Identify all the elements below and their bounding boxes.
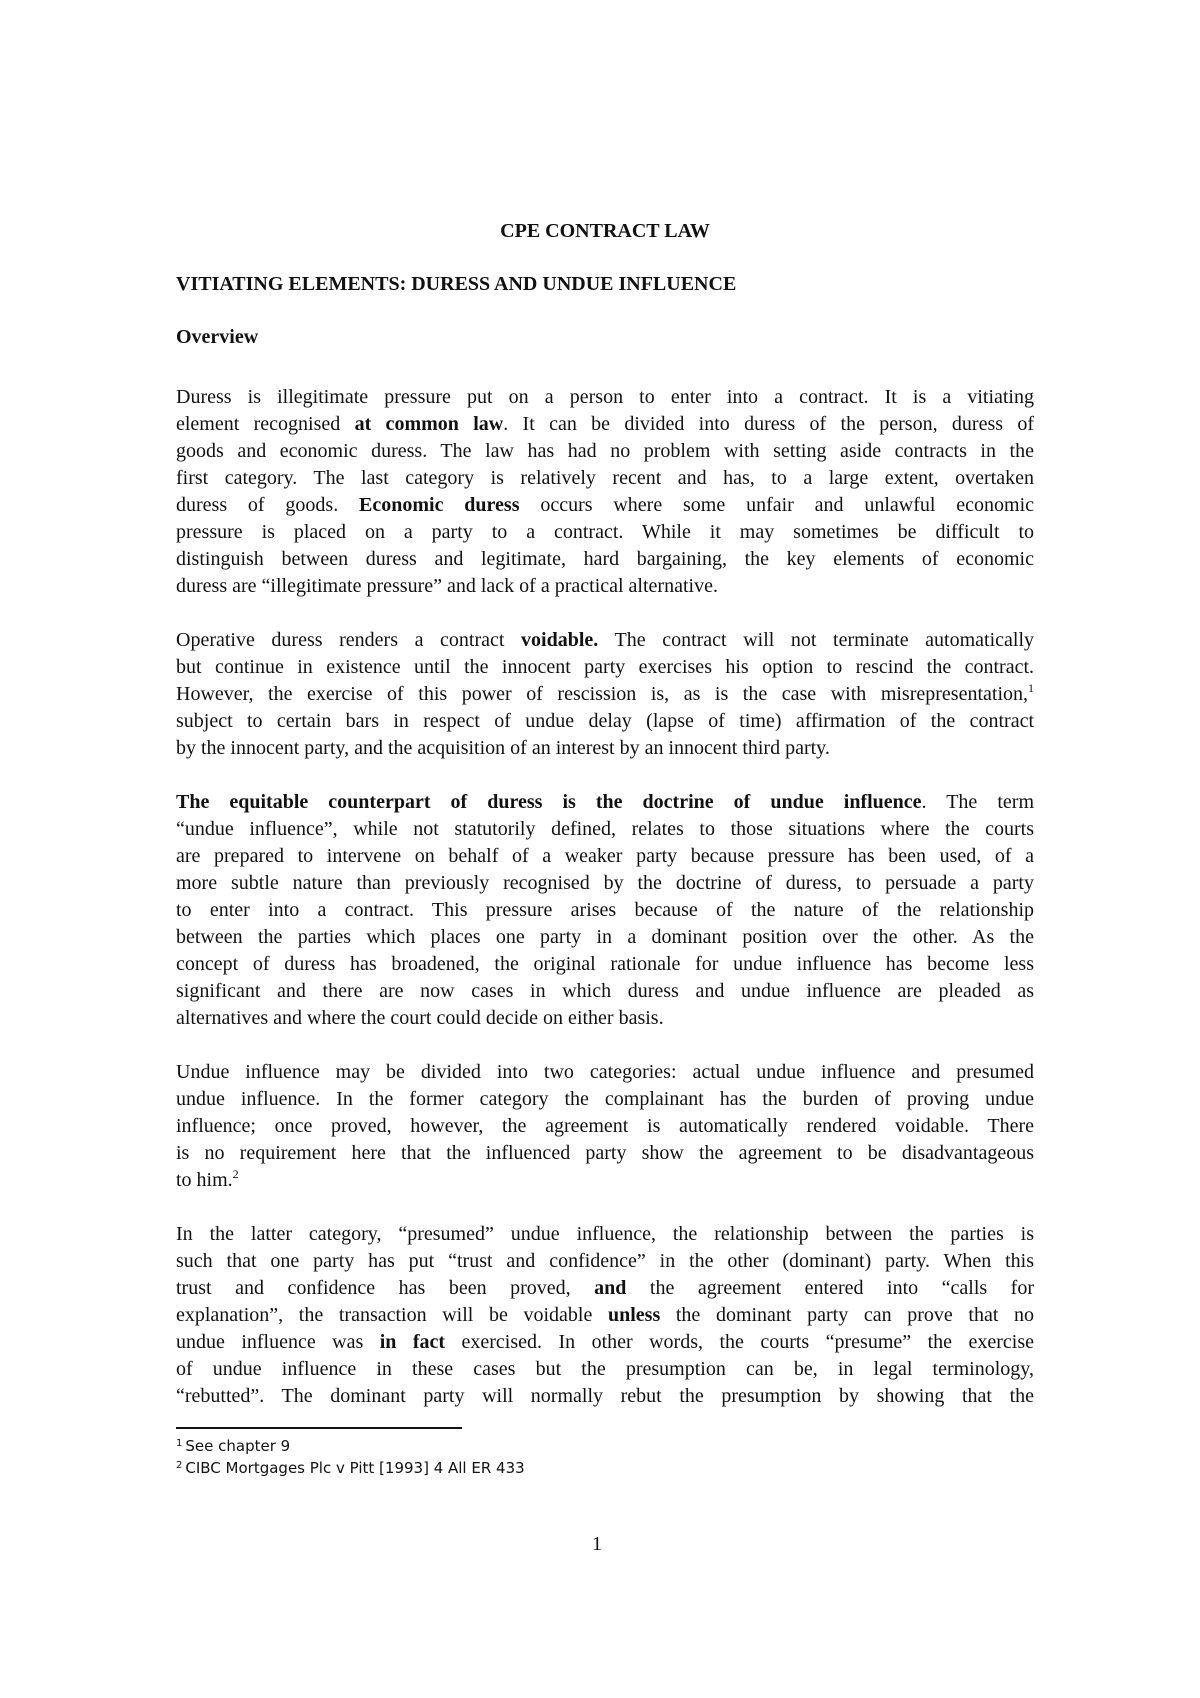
text-run: significant and there are now cases in which duress and undue influence are pleaded as <box>176 980 1034 1002</box>
text-line <box>176 789 1034 816</box>
text-run: exercised. In other words, the courts “presume” the exercise <box>445 1331 1034 1353</box>
text-line <box>176 465 1034 492</box>
text-line <box>176 816 1034 843</box>
text-line <box>176 1086 1034 1113</box>
text-run: the dominant party can prove that no <box>660 1304 1035 1326</box>
text-run: However, the exercise of this power of rescission is, as is the case with misrepresentation, <box>176 683 1028 705</box>
text-run: pressure is placed on a party to a contract. While it may sometimes be difficult to <box>176 521 1034 543</box>
text-run: trust and confidence has been proved, <box>176 1277 595 1299</box>
text-line <box>176 654 1034 681</box>
section-heading: VITIATING ELEMENTS: DURESS AND UNDUE INFLUENCE <box>176 273 737 295</box>
bold-text: in fact <box>379 1331 446 1353</box>
text-run: duress of goods. <box>176 494 360 516</box>
text-run: of undue influence in these cases but the presumption can be, in legal terminology, <box>176 1358 1034 1380</box>
text-run: undue influence was <box>176 1331 380 1353</box>
text-line <box>176 951 1034 978</box>
text-run: element recognised <box>176 413 355 435</box>
text-line <box>176 1383 1034 1410</box>
paragraph <box>176 1221 1034 1410</box>
text-line <box>176 978 1034 1005</box>
text-run: . It can be divided into duress of the person, duress of <box>503 413 1035 435</box>
text-run: undue influence. In the former category the complainant has the burden of proving undue <box>176 1088 1034 1110</box>
text-run: is no requirement here that the influenced party show the agreement to be disadvantageous <box>176 1142 1034 1164</box>
text-line <box>176 1113 1034 1140</box>
text-run: by the innocent party, and the acquisition of an interest by an innocent third party. <box>176 737 830 759</box>
footnote-1 <box>176 1435 525 1457</box>
text-run: subject to certain bars in respect of undue delay (lapse of time) affirmation of the contract <box>176 710 1034 732</box>
bold-text: at common law <box>354 413 504 435</box>
text-run: duress are “illegitimate pressure” and lack of a practical alternative. <box>176 575 718 597</box>
text-line <box>176 870 1034 897</box>
text-line <box>176 843 1034 870</box>
bold-text: unless <box>608 1304 661 1326</box>
text-line <box>176 627 1034 654</box>
text-line <box>176 411 1034 438</box>
text-run: . The term <box>921 791 1034 813</box>
footnote-number: 1 <box>176 1438 183 1449</box>
text-line <box>176 492 1034 519</box>
text-line <box>176 1329 1034 1356</box>
paragraph <box>176 1059 1034 1194</box>
text-line <box>176 438 1034 465</box>
footnote-2 <box>176 1457 525 1479</box>
bold-text: Economic duress <box>359 494 520 516</box>
footnote-reference: 1 <box>1028 681 1034 695</box>
footnotes <box>176 1435 525 1479</box>
paragraph <box>176 384 1034 600</box>
document-page <box>176 218 1034 1437</box>
text-run: Operative duress renders a contract <box>176 629 522 651</box>
text-run: explanation”, the transaction will be voidable <box>176 1304 608 1326</box>
text-run: are prepared to intervene on behalf of a weaker party because pressure has been used, of a <box>176 845 1034 867</box>
page-number: 1 <box>592 1533 602 1555</box>
text-line <box>176 1005 1034 1032</box>
text-run: concept of duress has broadened, the original rationale for undue influence has become less <box>176 953 1034 975</box>
bold-text: voidable. <box>521 629 599 651</box>
text-line <box>176 708 1034 735</box>
bold-text: The equitable counterpart of duress is the doctrine of undue influence <box>176 791 922 813</box>
text-line <box>176 1356 1034 1383</box>
text-line <box>176 1275 1034 1302</box>
footnote-number: 2 <box>176 1460 183 1471</box>
text-line <box>176 519 1034 546</box>
subheading-overview: Overview <box>176 326 259 348</box>
text-line <box>176 384 1034 411</box>
text-run: The contract will not terminate automatically <box>598 629 1035 651</box>
text-line <box>176 735 1034 762</box>
text-run: Duress is illegitimate pressure put on a person to enter into a contract. It is a vitiating <box>176 386 1034 408</box>
text-run: occurs where some unfair and unlawful economic <box>519 494 1035 516</box>
text-line <box>176 681 1034 708</box>
document-title: CPE CONTRACT LAW <box>500 220 710 242</box>
text-run: influence; once proved, however, the agreement is automatically rendered voidable. There <box>176 1115 1034 1137</box>
text-line <box>176 924 1034 951</box>
text-line <box>176 573 1034 600</box>
text-run: “undue influence”, while not statutorily defined, relates to those situations where the courts <box>176 818 1034 840</box>
text-run: In the latter category, “presumed” undue influence, the relationship between the parties is <box>176 1223 1034 1245</box>
text-run: “rebutted”. The dominant party will normally rebut the presumption by showing that the <box>176 1385 1034 1407</box>
text-line <box>176 1167 1034 1194</box>
text-line <box>176 897 1034 924</box>
bold-text: and <box>594 1277 627 1299</box>
text-run: such that one party has put “trust and confidence” in the other (dominant) party. When this <box>176 1250 1034 1272</box>
text-line <box>176 1248 1034 1275</box>
text-line <box>176 1221 1034 1248</box>
text-run: but continue in existence until the innocent party exercises his option to rescind the contract. <box>176 656 1034 678</box>
text-run: distinguish between duress and legitimate, hard bargaining, the key elements of economic <box>176 548 1034 570</box>
paragraph <box>176 789 1034 1032</box>
text-run: first category. The last category is relatively recent and has, to a large extent, overtaken <box>176 467 1034 489</box>
footnote-separator <box>176 1427 462 1429</box>
paragraph <box>176 627 1034 762</box>
footnote-reference: 2 <box>232 1167 239 1181</box>
text-line <box>176 546 1034 573</box>
text-line <box>176 1059 1034 1086</box>
text-run: alternatives and where the court could decide on either basis. <box>176 1007 664 1029</box>
text-run: the agreement entered into “calls for <box>626 1277 1035 1299</box>
text-run: to enter into a contract. This pressure arises because of the nature of the relationship <box>176 899 1034 921</box>
text-run: to him. <box>176 1169 233 1191</box>
text-run: Undue influence may be divided into two categories: actual undue influence and presumed <box>176 1061 1034 1083</box>
text-run: goods and economic duress. The law has had no problem with setting aside contracts in the <box>176 440 1034 462</box>
footnote-text: CIBC Mortgages Plc v Pitt [1993] 4 All ER 433 <box>185 1459 525 1477</box>
text-run: between the parties which places one party in a dominant position over the other. As the <box>176 926 1034 948</box>
text-run: more subtle nature than previously recognised by the doctrine of duress, to persuade a party <box>176 872 1034 894</box>
body-text <box>176 384 1034 1410</box>
footnote-text: See chapter 9 <box>185 1437 291 1455</box>
text-line <box>176 1140 1034 1167</box>
text-line <box>176 1302 1034 1329</box>
